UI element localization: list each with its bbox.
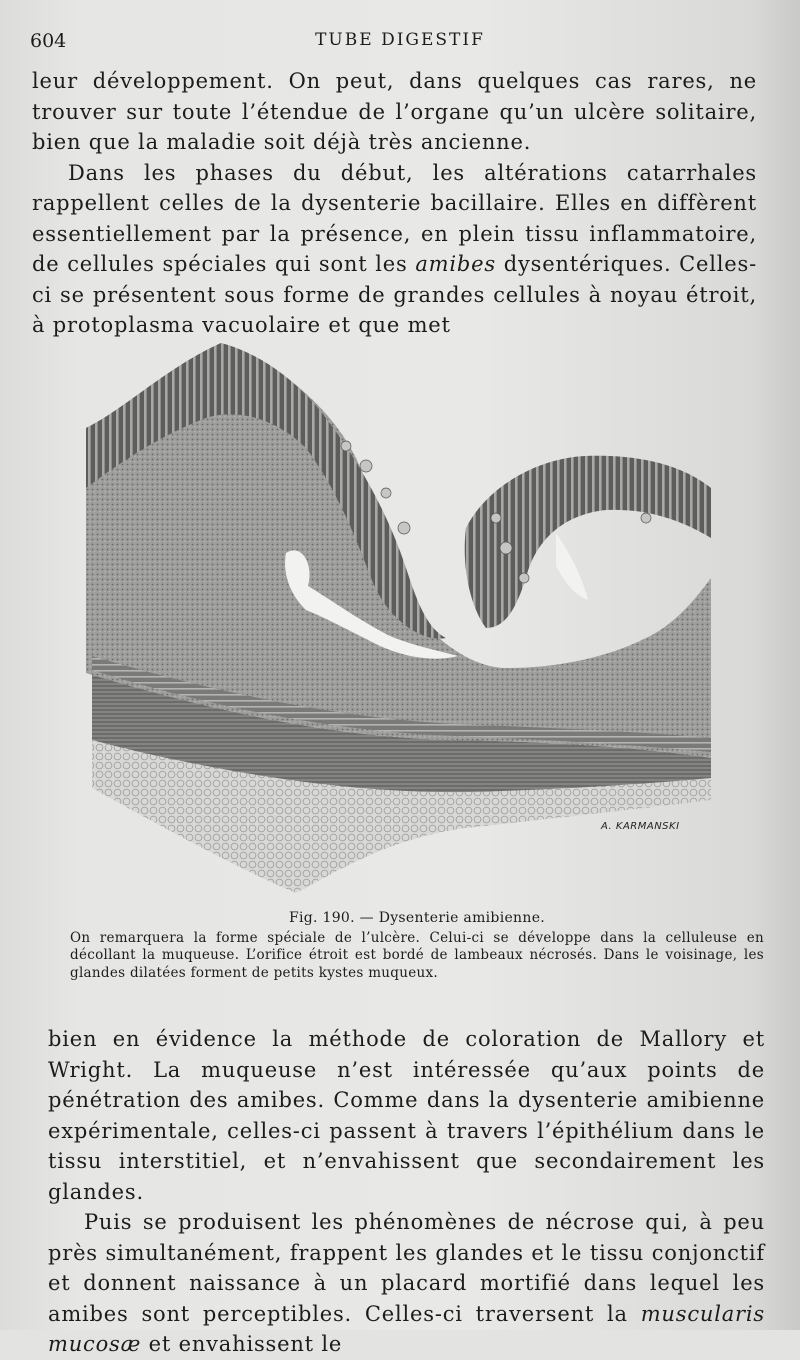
running-title: TUBE DIGESTIF (315, 30, 485, 50)
paragraph (32, 158, 757, 341)
text-run: et envahissent le (141, 1332, 343, 1356)
paragraph (48, 1207, 765, 1360)
paragraph: bien en évidence la méthode de coloration de Mallory et Wright. La muqueuse n’est intéressée qu’aux points de pénétration des amibes. Comme dans la dysenterie amibienne expérimentale, celles-ci passent à travers l’épithélium dans le tissu interstitiel, et n’envahissent que secondairement les glandes. (48, 1027, 765, 1204)
italic-term: amibes (415, 252, 496, 276)
body-text-bottom (48, 1024, 765, 1360)
italic-term: muscularis mucosæ (48, 1301, 765, 1356)
figure-caption (70, 910, 764, 982)
artist-signature: A. KARMANSKI (601, 821, 680, 832)
text-run: Dans les phases du début, les altérations catarrhales rappellent celles de la dysenterie bacillaire. Elles en diffèrent essentiellement par la présence, en plein tissu inflammatoire, de cellules spéciales qui sont les (32, 160, 757, 276)
histology-illustration (86, 338, 716, 898)
histology-figure (86, 338, 716, 898)
text-run: dysentériques. Celles-ci se présentent sous forme de grandes cellules à noyau étroit, à protoplasma vacuolaire et que met (32, 252, 758, 337)
running-head (30, 30, 770, 56)
body-text-top (32, 66, 757, 341)
page-number: 604 (30, 30, 67, 52)
caption-title: Fig. 190. — Dysenterie amibienne. (288, 910, 546, 926)
caption-text: On remarquera la forme spéciale de l’ulcère. Celui-ci se développe dans la celluleuse en décollant la muqueuse. L’orifice étroit est bordé de lambeaux nécrosés. Dans le voisinage, les glandes dilatées forment de petits kystes muqueux. (70, 929, 764, 981)
paragraph: leur développement. On peut, dans quelques cas rares, ne trouver sur toute l’étendue de l’organe qu’un ulcère solitaire, bien que la maladie soit déjà très ancienne. (32, 69, 757, 154)
text-run: Puis se produisent les phénomènes de nécrose qui, à peu près simultanément, frappent les glandes et le tissu conjonctif et donnent naissance à un placard mortifié dans lequel les amibes sont perceptibles. Celles-ci traversent la (48, 1210, 765, 1326)
ulcer-cavity-branch (556, 533, 588, 600)
villous-fringe-right (465, 456, 711, 628)
